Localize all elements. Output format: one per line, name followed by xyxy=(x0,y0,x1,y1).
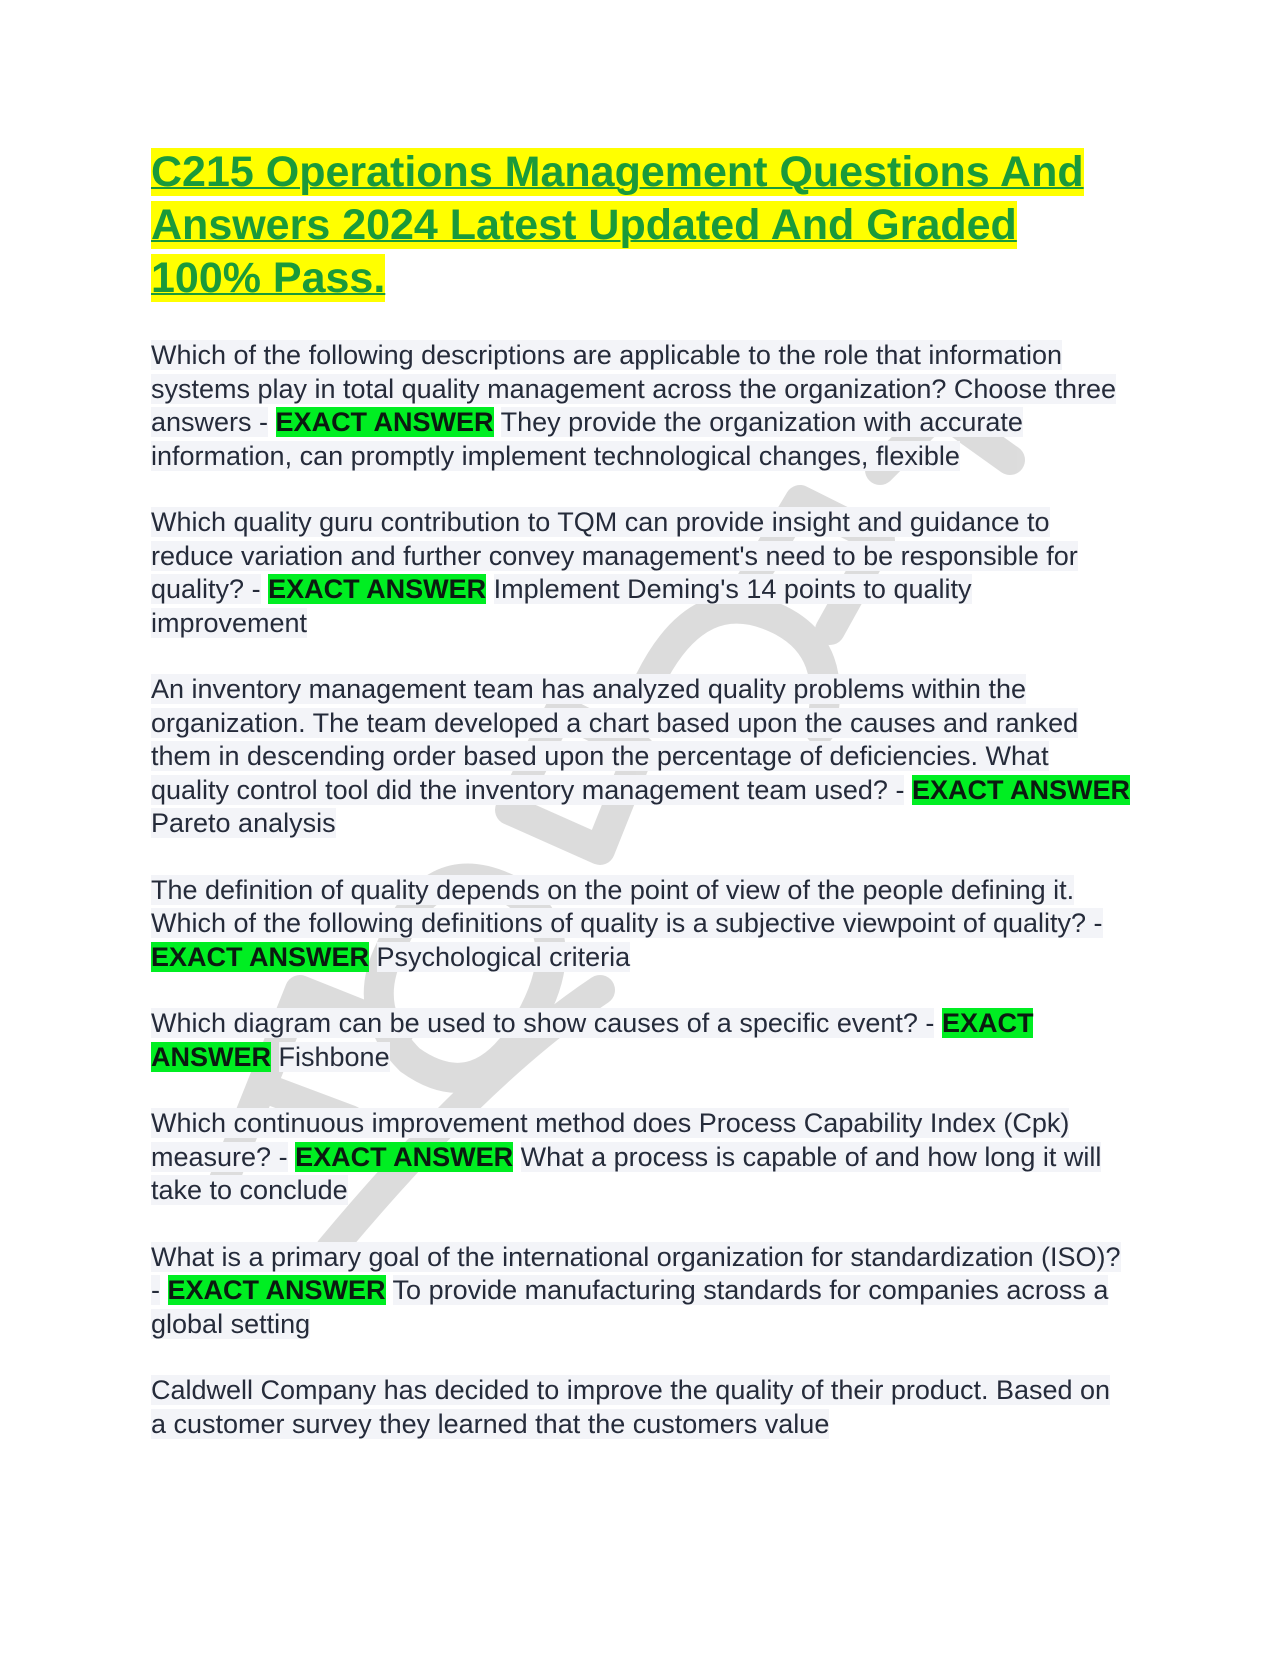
question-text: Which of the following descriptions are applicable to the role that information systems play in total quality management across the organization? Choose three answers - xyxy=(151,340,1117,437)
document-content xyxy=(151,146,1131,1474)
answer-text: Psychological criteria xyxy=(376,941,631,972)
exact-answer-tag: EXACT ANSWER xyxy=(911,774,1130,805)
exact-answer-tag: EXACT ANSWER xyxy=(167,1275,386,1305)
answer-text: To provide manufacturing standards for companies across a global setting xyxy=(151,1275,1109,1339)
document-title xyxy=(151,146,1131,305)
question-text: Caldwell Company has decided to improve the quality of their product. Based on a customer survey they learned that the customers value xyxy=(151,1375,1111,1439)
question-text: What is a primary goal of the international organization for standardization (ISO)? - xyxy=(151,1241,1121,1305)
qa-item xyxy=(151,506,1131,640)
qa-item xyxy=(151,673,1131,841)
document-title-text: C215 Operations Management Questions And Answers 2024 Latest Updated And Graded 100% Pass. xyxy=(151,148,1084,302)
question-text: Which diagram can be used to show causes of a specific event? - xyxy=(151,1008,935,1038)
answer-text: Fishbone xyxy=(278,1041,390,1072)
answer-text: What a process is capable of and how long it will take to conclude xyxy=(151,1141,1102,1205)
qa-item xyxy=(151,1241,1131,1342)
exact-answer-tag: EXACT ANSWER xyxy=(151,941,370,972)
qa-item xyxy=(151,339,1131,473)
qa-item xyxy=(151,1107,1131,1208)
exact-answer-tag: EXACT ANSWER xyxy=(295,1141,514,1172)
question-text: An inventory management team has analyzed quality problems within the organization. The team developed a chart based upon the causes and ranked them in descending order based upon the percentage of deficiencies. What quality control tool did the inventory management team used? - xyxy=(151,674,1079,805)
qa-item xyxy=(151,1007,1131,1074)
exact-answer-tag: EXACT ANSWER xyxy=(151,1008,1034,1072)
question-text: Which continuous improvement method does Process Capability Index (Cpk) measure? - xyxy=(151,1108,1070,1172)
answer-text: Implement Deming's 14 points to quality improvement xyxy=(151,574,972,638)
question-text: Which quality guru contribution to TQM can provide insight and guidance to reduce variation and further convey management's need to be responsible for quality? - xyxy=(151,507,1078,604)
question-text: The definition of quality depends on the point of view of the people defining it. Which of the following definitions of quality is a subjective viewpoint of quality? - xyxy=(151,874,1103,938)
exact-answer-tag: EXACT ANSWER xyxy=(268,574,487,604)
qa-item xyxy=(151,1374,1131,1441)
answer-text: They provide the organization with accurate information, can promptly implement technological changes, flexible xyxy=(151,407,1023,471)
qa-item xyxy=(151,874,1131,975)
exact-answer-tag: EXACT ANSWER xyxy=(275,407,494,437)
answer-text: Pareto analysis xyxy=(151,808,336,838)
